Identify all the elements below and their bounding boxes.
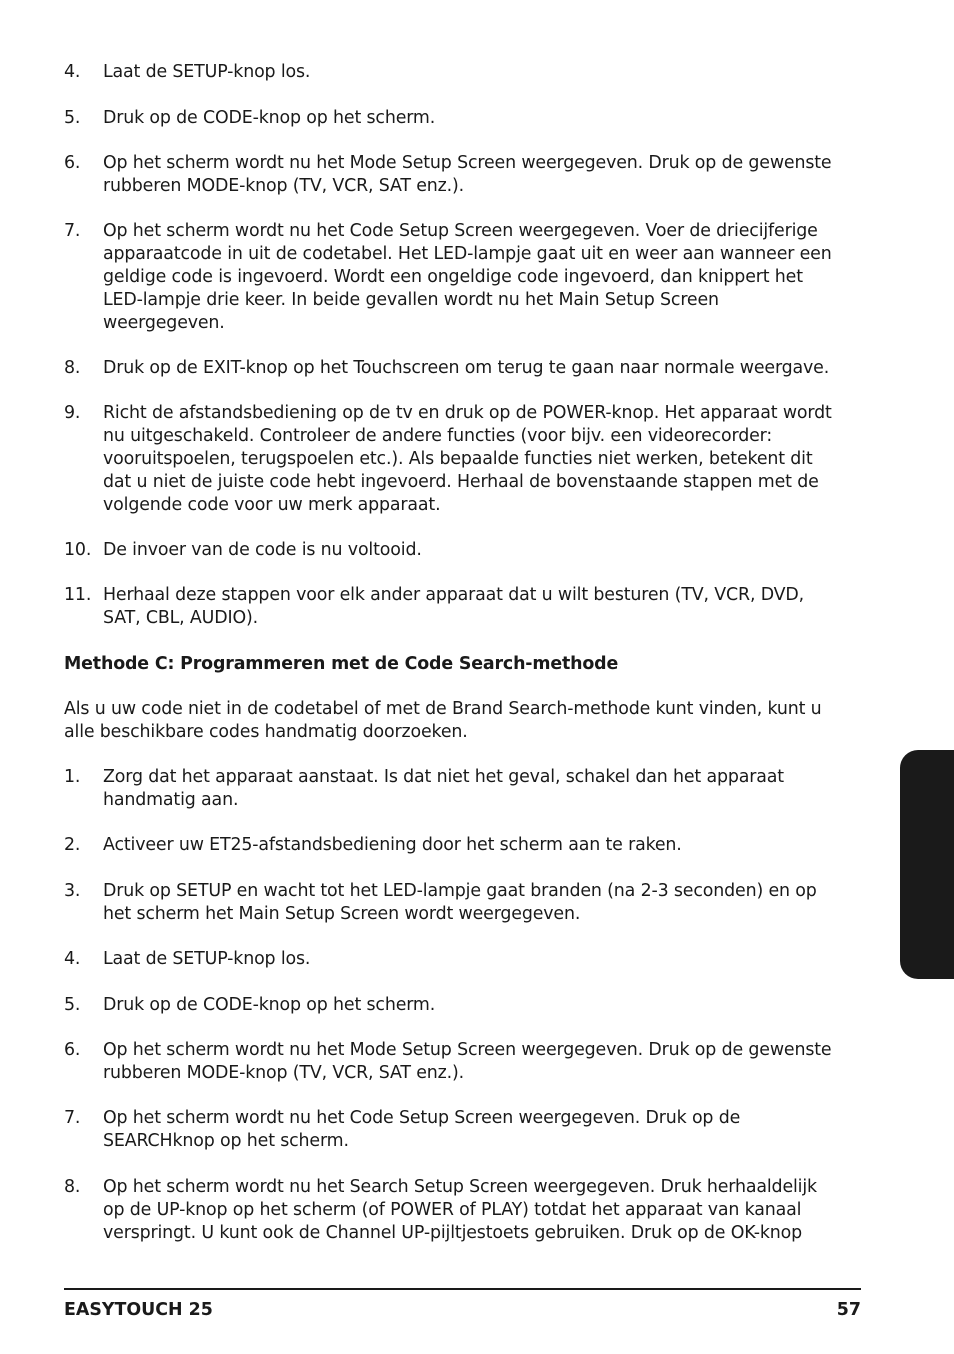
list-number: 7. xyxy=(64,1108,81,1128)
list-text: Activeer uw ET25-afstandsbediening door het scherm aan te raken. xyxy=(103,835,682,855)
list-number: 8. xyxy=(64,358,81,378)
list-text: Herhaal deze stappen voor elk ander apparaat dat u wilt besturen (TV, VCR, DVD, SAT, CBL, AUDIO). xyxy=(103,585,805,628)
list-text: Druk op de EXIT-knop op het Touchscreen om terug te gaan naar normale weergave. xyxy=(103,358,830,378)
list-number: 4. xyxy=(64,949,81,969)
section-thumb-tab xyxy=(900,750,954,979)
list-number: 6. xyxy=(64,153,81,173)
list-text: Op het scherm wordt nu het Mode Setup Screen weergegeven. Druk op de gewenste rubberen MODE-knop (TV, VCR, SAT enz.). xyxy=(103,153,832,196)
intro-paragraph: Als u uw code niet in de codetabel of met de Brand Search-methode kunt vinden, kunt u alle beschikbare codes handmatig doorzoeken. xyxy=(64,699,822,742)
list-number: 1. xyxy=(64,767,81,787)
list-number: 3. xyxy=(64,881,81,901)
list-text: De invoer van de code is nu voltooid. xyxy=(103,540,422,560)
list-text: Op het scherm wordt nu het Code Setup Screen weergegeven. Druk op de SEARCHknop op het scherm. xyxy=(103,1108,741,1151)
list-text: Zorg dat het apparaat aanstaat. Is dat niet het geval, schakel dan het apparaat handmatig aan. xyxy=(103,767,784,810)
list-number: 10. xyxy=(64,540,92,560)
list-text: Druk op de CODE-knop op het scherm. xyxy=(103,108,436,128)
list-number: 5. xyxy=(64,108,81,128)
list-text: Laat de SETUP-knop los. xyxy=(103,62,311,82)
list-number: 7. xyxy=(64,221,81,241)
list-text: Op het scherm wordt nu het Code Setup Screen weergegeven. Voer de driecijferige apparaatcode in uit de codetabel. Het LED-lampje gaat uit en weer aan wanneer een geldige code is ingevoerd. Wordt een ongeldige code ingevoerd, dan knippert het LED-lampje drie keer. In beide gevallen wordt nu het Main Setup Screen weergegeven. xyxy=(103,221,832,333)
list-text: Druk op SETUP en wacht tot het LED-lampje gaat branden (na 2-3 seconden) en op het scherm het Main Setup Screen wordt weergegeven. xyxy=(103,881,817,924)
list-text: Richt de afstandsbediening op de tv en druk op de POWER-knop. Het apparaat wordt nu uitgeschakeld. Controleer de andere functies (voor bijv. een videorecorder: vooruitspoelen, terugspoelen etc.). Als bepaalde functies niet werken, betekent dit dat u niet de juiste code hebt ingevoerd. Herhaal de bovenstaande stappen met de volgende code voor uw merk apparaat. xyxy=(103,403,832,515)
footer-divider xyxy=(64,1288,861,1290)
list-text: Druk op de CODE-knop op het scherm. xyxy=(103,995,436,1015)
list-number: 2. xyxy=(64,835,81,855)
list-number: 4. xyxy=(64,62,81,82)
list-text: Op het scherm wordt nu het Mode Setup Screen weergegeven. Druk op de gewenste rubberen MODE-knop (TV, VCR, SAT enz.). xyxy=(103,1040,832,1083)
list-number: 11. xyxy=(64,585,92,605)
list-number: 6. xyxy=(64,1040,81,1060)
list-number: 5. xyxy=(64,995,81,1015)
section-heading: Methode C: Programmeren met de Code Search-methode xyxy=(64,654,619,674)
page-number: 57 xyxy=(836,1300,861,1320)
list-text: Laat de SETUP-knop los. xyxy=(103,949,311,969)
list-number: 9. xyxy=(64,403,81,423)
list-text: Op het scherm wordt nu het Search Setup Screen weergegeven. Druk herhaaldelijk op de UP-knop op het scherm (of POWER of PLAY) totdat het apparaat van kanaal verspringt. U kunt ook de Channel UP-pijltjestoets gebruiken. Druk op de OK-knop xyxy=(103,1177,817,1243)
list-number: 8. xyxy=(64,1177,81,1197)
footer-product-name: EASYTOUCH 25 xyxy=(64,1300,213,1320)
